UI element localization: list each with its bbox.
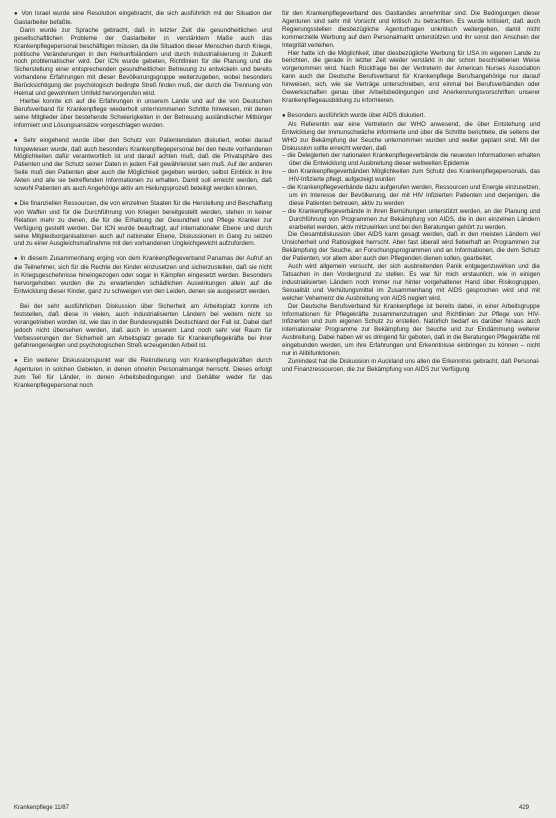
body-paragraph: Darin wurde zur Sprache gebracht, daß in letzter Zeit die gesundheitlichen und gesellschaftlichen Probleme der Gastarbeiter in verstärktem Maße auch das Krankenpflegepersonal beschäftigen müssen, da die Situation dieser Menschen durch Kriege, politische Veränderungen in den Herkunftsländern und durch Industrialisierung in Zukunft noch problematischer wird. Der ICN wurde gebeten, Richtlinien für die Planung und die Sicherstellung einer entsprechenden gesundheitlichen Betreuung zu entwickeln und bereits vorhandene Erfahrungen mit dieser Bevölkerungsgruppe weiterzugeben, wobei besonders Berücksichtigung der psychologisch bedingte Streß finden muß, der durch die Trennung von Heimat und gewohntem Umfeld hervorgerufen wird.	[14, 26, 272, 98]
bulleted-paragraph: ● Besonders ausführlich wurde über AIDS diskutiert.	[282, 112, 540, 121]
bulleted-paragraph: ● Sehr eingehend wurde über den Schutz von Patientendaten diskutiert, wobei darauf hingewiesen wurde, daß auch besonders Krankenpflegepersonal bei den heute vorhandenen Möglichkeiten dafür verantwortlich ist und darauf achten muß, daß die Privatsphäre des Patienten und der Schutz seiner Daten in jedem Fall gewährleistet sein muß. Auf der anderen Seite muß den Patienten aber auch die Möglichkeit gegeben werden, selbst Einblick in ihre Akten und alle sie betreffenden Informationen zu erhalten. Damit soll erreicht werden, daß sowohl Patienten als auch Angehörige aktiv am Heilungsprozeß beteiligt werden können.	[14, 137, 272, 193]
paragraph-spacer	[14, 296, 272, 303]
paragraph-spacer	[282, 105, 540, 112]
body-paragraph: für den Krankenpflegeverband des Gastlandes annehmbar sind. Die Bedingungen dieser Agenturen sind sehr mit Vorsicht und kritisch zu betrachten. Es wurde kritisiert, daß auch Regierungsstellen diesbezügliche Agenturfragen unkritisch weitergeben, damit nicht kommerzielle Werbung auf dem Personalmarkt unterstützen und ihr sonst den Anschein der Integrität verleihen.	[282, 10, 540, 49]
body-paragraph: Zumindest hat die Diskussion in Auckland uns allen die Erkenntnis gebracht, daß Personal- und Finanzressourcen, die zur Bekämpfung von AIDS zur Verfügung	[282, 357, 540, 373]
paragraph-spacer	[14, 130, 272, 137]
body-paragraph: Der Deutsche Berufsverband für Krankenpflege ist bereits dabei, in einer Arbeitsgruppe Informationen für Pflegekräfte zusammenzutragen und Richtlinien zur Pflege von HIV-Infizierten und zum eigenen Schutz zu erstellen. Natürlich bedarf es darüber hinaus auch internationaler Programme zur Bekämpfung der Seuche und zur Eindämmung weiterer Ausbreitung. Dabei haben wir es dringend für geboten, daß in die Beratungen Pflegekräfte mit eingebunden werden, um ihre Erfahrungen und Erkenntnisse einbringen zu können – nicht nur in Alibifunktionen.	[282, 302, 540, 358]
body-paragraph: Hier hatte ich die Möglichkeit, über diesbezügliche Werbung für USA im eigenen Lande zu berichten, die gerade in letzter Zeit wieder verstärkt in der schon beschriebenen Weise vorgenommen wird. Nach Rückfrage bei der Vertreterin der American Nurses Association kann auch der Deutsche Berufsverband für Krankenpflege Berufsangehörige nur darauf hinweisen, sich, wie sie Verträge unterschreiben, erst einmal bei Berufsverbänden oder Gewerkschaften genau über Arbeitsbedingungen und Anerkennungsvorschriften unserer Krankenpflegeausbildung zu informieren.	[282, 49, 540, 104]
list-item: – die Delegierten der nationalen Krankenpflegeverbände die neuesten Informationen erhalten über die Entwicklung und Ausbreitung dieser weltweiten Epidemie	[282, 152, 540, 168]
paragraph-spacer	[14, 248, 272, 255]
journal-issue-footer: Krankenpflege 11/87	[14, 805, 69, 811]
bulleted-paragraph: ● Von Israel wurde eine Resolution eingebracht, die sich ausführlich mit der Situation der Gastarbeiter befaßte.	[14, 10, 272, 27]
bulleted-paragraph: ● Die finanziellen Ressourcen, die von einzelnen Staaten für die Herstellung und Beschaffung von Waffen und für die Durchführung von Kriegen bereitgestellt werden, stehen in keiner Relation mehr zu denen, die für die Erhaltung der Gesundheit und Pflege Kranker zur Verfügung gestellt werden. Der ICN wurde beauftragt, auf internationaler Ebene und durch seine Mitgliedsorganisationen auch auf nationaler Ebene, Diskussionen in Gang zu setzen und zu einer Ausgleichsmaßnahme mit den vorhandenen Ungleichgewicht aufzufordern.	[14, 200, 272, 248]
list-item: – die Krankenpflegeverbände in ihren Bemühungen unterstützt werden, an der Planung und Durchführung von Programmen zur Bekämpfung von AIDS, die in den einzelnen Ländern erarbeitet werden, aktiv mitzuwirken und bei den Beratungen gehört zu werden.	[282, 207, 540, 231]
bulleted-paragraph: ● Ein weiterer Diskussionspunkt war die Rekrutierung von Krankenpflegekräften durch Agenturen in solchen Gebieten, in denen ohnehin Personalmangel herrscht. Dieses erfolgt zum Teil für Länder, in denen Arbeitsbedingungen und Gehälter weder für das Krankenpflegepersonal noch	[14, 357, 272, 390]
list-item: – die Krankenpflegeverbände dazu aufgerufen werden, Ressourcen und Energie einzusetzen, um im Interesse der Bevölkerung, der mit HIV infizierten Patienten und derjenigen, die diese Patienten betreuen, aktiv zu werden	[282, 184, 540, 207]
right-text-column	[282, 10, 540, 374]
body-paragraph: Hierbei konnte ich auf die Erfahrungen in unserem Lande und auf die von Deutschen Berufsverband für Krankenpflege wiederholt unternommenen Schritte hinweisen, mit denen seine Mitglieder über bestehende Schwierigkeiten in der Betreuung ausländischer Mitbürger informiert und Lösungsansätze vorgeschlagen wurden.	[14, 97, 272, 129]
list-item: – den Krankenpflegeverbänden Möglichkeiten zum Schutz des Krankenpflegepersonals, das HIV-Infizierte pflegt, aufgezeigt wurden	[282, 168, 540, 184]
body-paragraph: Auch wird allgemein versucht, der sich ausbreitenden Panik entgegenzuwirken und die Tatsachen in den Vordergrund zu stellen. Es war für mich erstaunlich, wie in einigen industrialisierten Ländern noch immer nur hinter vorgehaltener Hand über Risikogruppen, Sexualität und Verhütungsmittel im Zusammenhang mit AIDS gesprochen wird und mit welcher Vehemenz die Ausbreitung von AIDS negiert wird.	[282, 263, 540, 302]
body-paragraph: Bei der sehr ausführlichen Diskussion über Sicherheit am Arbeitsplatz konnte ich feststellen, daß diese in vielen, auch industrialisierten Ländern bei weitem nicht so vorangetrieben worden ist, wie das in der Bundesrepublik Deutschland der Fall ist. Dabei darf jedoch nicht übersehen werden, daß auch in unserem Land noch sehr viel Raum für Verbesserungen der Sicherheit am Arbeitsplatz gerade für Krankenpflegekräfte bei ihrer gefahrengeneigten und psychologischen Streß erzeugenden Arbeit ist.	[14, 302, 272, 350]
paragraph-spacer	[14, 350, 272, 357]
body-paragraph: Als Referentin war eine Vertreterin der WHO anwesend, die über Entstehung und Entwicklung der Immunschwäche informierte und über die Schritte berichtete, die seitens der WHO zur Bekämpfung der Seuche unternommen wurden und weiter geplant sind. Mit der Diskussion sollte erreicht werden, daß	[282, 120, 540, 152]
left-text-column	[14, 10, 272, 390]
paragraph-spacer	[14, 193, 272, 200]
page-number: 429	[519, 805, 530, 811]
body-paragraph: Die Gesamtdiskussion über AIDS kann gesagt werden, daß in den meisten Ländern viel Unsicherheit und Ratlosigkeit herrscht. Aber fast überall wird fieberhaft an Programmen zur Bekämpfung der Seuche, an Forschungsprogrammen und an Informationen, die dem Schutz der Patienten, vor allem aber auch den Pflegenden dienen sollen, gearbeitet.	[282, 231, 540, 263]
bulleted-paragraph: ● In diesem Zusammenhang erging von dem Krankenpflegeverband Panamas der Aufruf an die Teilnehmer, sich für die Rechte der Kinder einzusetzen und sicherzustellen, daß sie nicht in Kriegsgeschehnisse hineingezogen oder sogar in Kämpfen eingesetzt werden. Besonders hervorgehoben wurden die zu erwartenden schädlichen Auswirkungen allein auf die Entwicklung dieser Kinder, ganz zu schweigen von den Leiden, denen sie ausgesetzt werden.	[14, 255, 272, 296]
